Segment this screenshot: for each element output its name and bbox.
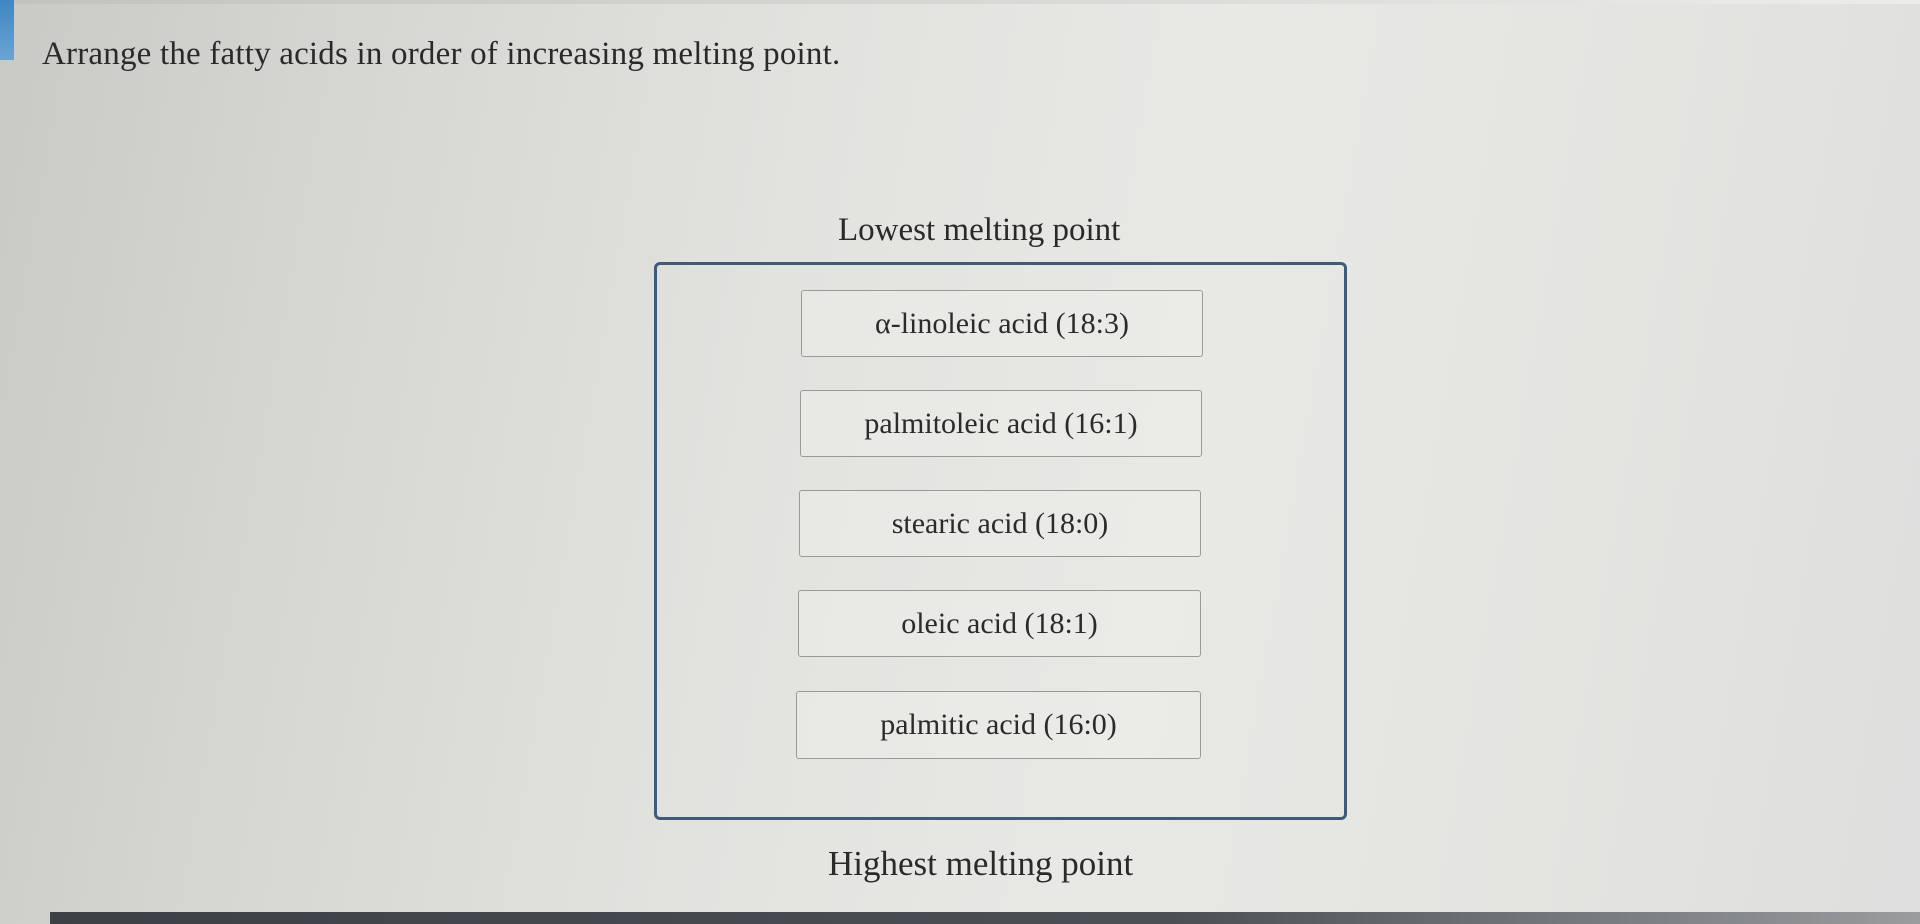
draggable-item-palmitoleic-acid[interactable]: palmitoleic acid (16:1): [800, 390, 1202, 457]
draggable-item-stearic-acid[interactable]: stearic acid (18:0): [799, 490, 1201, 557]
window-top-edge: [0, 0, 1920, 4]
draggable-item-oleic-acid[interactable]: oleic acid (18:1): [798, 590, 1201, 657]
left-accent-bar: [0, 0, 14, 60]
screen-bottom-bezel: [50, 912, 1920, 924]
draggable-item-alpha-linoleic-acid[interactable]: α-linoleic acid (18:3): [801, 290, 1203, 357]
draggable-item-palmitic-acid[interactable]: palmitic acid (16:0): [796, 691, 1201, 759]
question-prompt: Arrange the fatty acids in order of increasing melting point.: [42, 36, 841, 72]
highest-melting-point-label: Highest melting point: [828, 844, 1134, 883]
lowest-melting-point-label: Lowest melting point: [838, 212, 1121, 248]
